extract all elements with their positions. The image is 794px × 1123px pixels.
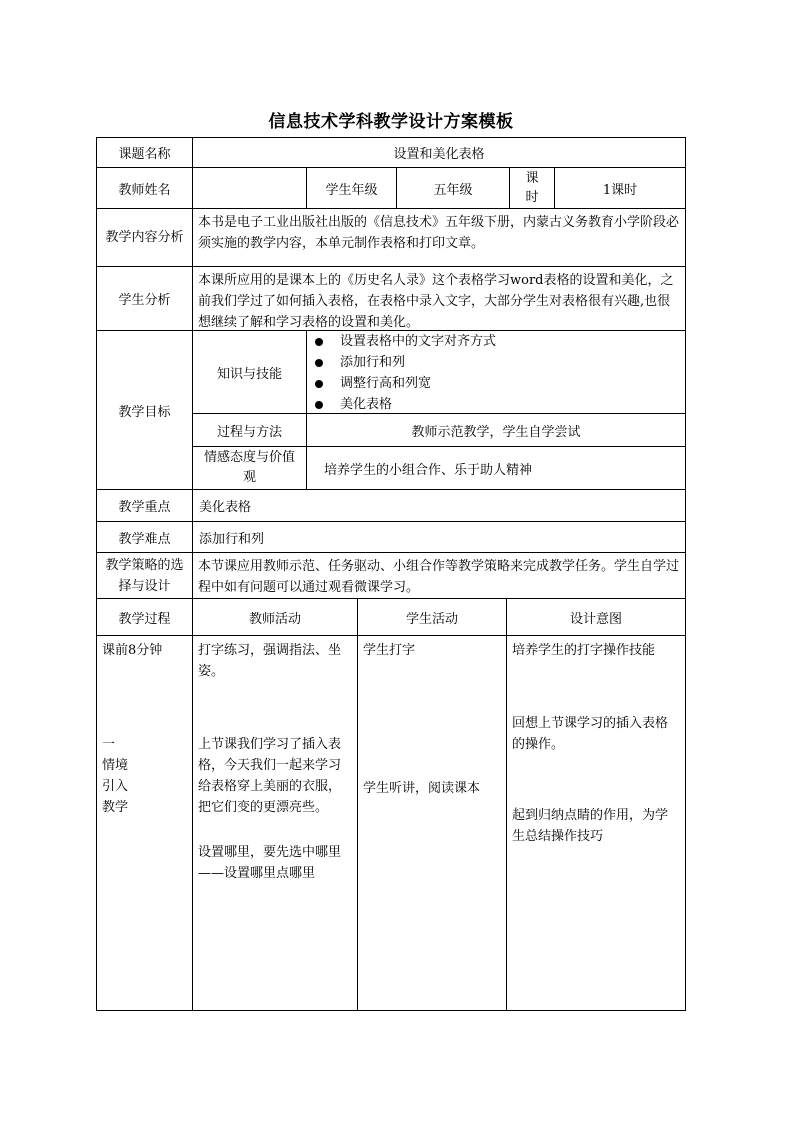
teacher-value (192, 167, 307, 209)
difficulty-label: 教学难点 (96, 521, 193, 553)
grade-label: 学生年级 (306, 167, 397, 209)
process-method-value: 教师示范教学，学生自学尝试 (306, 413, 686, 447)
knowledge-label: 知识与技能 (192, 330, 307, 414)
grade-value: 五年级 (396, 167, 510, 209)
teacher-activity-text: 设置哪里，要先选中哪里——设置哪里点哪里 (198, 845, 342, 881)
stage-label: 教学 (102, 800, 129, 815)
knowledge-item: 设置表格中的文字对齐方式 (307, 331, 685, 352)
student-analysis-value: 本课所应用的是课本上的《历史名人录》这个表格学习word表格的设置和美化，之前我们学过了如何插入表格，在表格中录入文字，大部分学生对表格很有兴趣,也很想继续了解和学习表格的设置和美化。 (192, 266, 686, 331)
teacher-activity-text: 上节课我们学习了插入表格，今天我们一起来学习给表格穿上美丽的衣服，把它们变的更漂亮些。 (198, 737, 342, 815)
teacher-label: 教师姓名 (96, 167, 193, 209)
topic-value: 设置和美化表格 (192, 137, 686, 168)
objectives-label: 教学目标 (96, 330, 193, 490)
process-header-stage: 教学过程 (96, 598, 193, 636)
teacher-activity-cell (192, 635, 358, 1011)
bullet-icon (315, 338, 323, 346)
knowledge-item: 美化表格 (307, 394, 685, 415)
stage-label: 一 (102, 737, 116, 752)
period-value: 1课时 (554, 167, 686, 209)
student-activity-cell (357, 635, 507, 1011)
process-header-teacher: 教师活动 (192, 598, 358, 636)
key-point-value: 美化表格 (192, 489, 686, 522)
page-title: 信息技术学科教学设计方案模板 (268, 112, 514, 132)
bullet-icon (315, 380, 323, 388)
process-method-label: 过程与方法 (192, 413, 307, 447)
stage-label: 引入 (102, 779, 129, 794)
topic-label: 课题名称 (96, 137, 193, 168)
design-intent-text: 起到归纳点睛的作用，为学生总结操作技巧 (512, 808, 669, 844)
difficulty-value: 添加行和列 (192, 521, 686, 553)
content-analysis-value: 本书是电子工业出版社出版的《信息技术》五年级下册，内蒙古义务教育小学阶段必须实施的教学内容，本单元制作表格和打印文章。 (192, 208, 686, 267)
bullet-icon (315, 359, 323, 367)
stage-label: 情境 (102, 758, 129, 773)
knowledge-list (307, 331, 685, 415)
strategy-value: 本节课应用教师示范、任务驱动、小组合作等教学策略来完成教学任务。学生自学过程中如有问题可以通过观看微课学习。 (192, 552, 686, 599)
knowledge-item: 添加行和列 (307, 352, 685, 373)
attitude-value: 培养学生的小组合作、乐于助人精神 (306, 446, 686, 490)
knowledge-item: 调整行高和列宽 (307, 373, 685, 394)
stage-label: 课前8分钟 (102, 643, 163, 658)
knowledge-list-cell (306, 330, 686, 414)
attitude-label: 情感态度与价值观 (192, 446, 307, 490)
strategy-label: 教学策略的选择与设计 (96, 552, 193, 599)
design-intent-cell (506, 635, 686, 1011)
process-header-intent: 设计意图 (506, 598, 686, 636)
design-intent-text: 回想上节课学习的插入表格的操作。 (512, 716, 669, 752)
teacher-activity-text: 打字练习，强调指法、坐姿。 (198, 643, 342, 679)
content-analysis-label: 教学内容分析 (96, 208, 193, 267)
key-point-label: 教学重点 (96, 489, 193, 522)
period-label: 课时 (509, 167, 555, 209)
design-intent-text: 培养学生的打字操作技能 (512, 643, 656, 658)
process-header-student: 学生活动 (357, 598, 507, 636)
student-activity-text: 学生打字 (363, 643, 416, 658)
student-activity-text: 学生听讲，阅读课本 (363, 781, 481, 796)
process-stage-cell (96, 635, 193, 1011)
bullet-icon (315, 401, 323, 409)
student-analysis-label: 学生分析 (96, 266, 193, 331)
